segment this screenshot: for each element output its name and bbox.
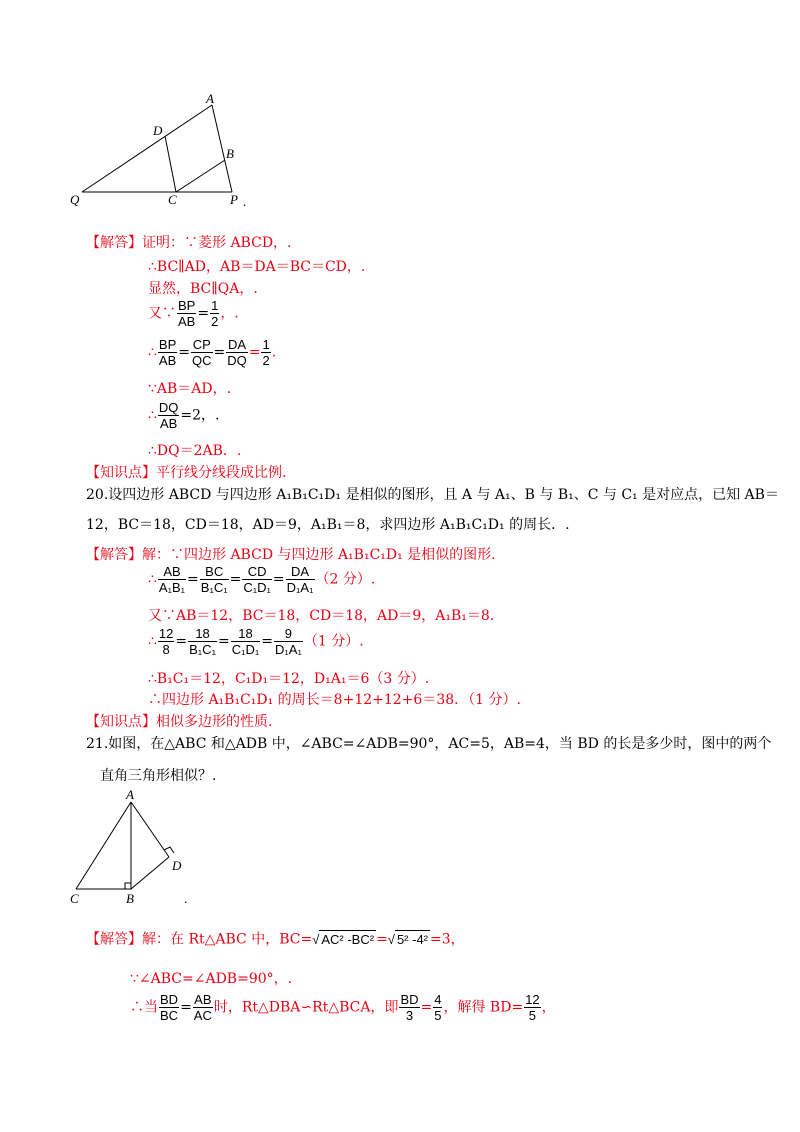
label-A: A	[126, 787, 134, 802]
q20-line3: 又∵AB＝12，BC＝18，CD＝18，AD＝9，A₁B₁＝8.	[148, 608, 495, 624]
fraction: $\frac{DQ}{AB}$	[158, 400, 179, 431]
q21-line2: ∵∠ABC=∠ADB=90°，.	[130, 971, 293, 987]
q19-line3: 显然，BC∥QA，.	[148, 281, 258, 297]
sqrt-expression: √ 5² -4²	[387, 932, 428, 947]
q21-line3: ∴当 $\frac{BD}{BC}$ = $\frac{AB}{AC}$ 时，Rt△DBA∽Rt△BCA，即 $\frac{BD}{3}$ = $\frac{4}{5}$ ，解得 BD= $\frac{12}{5}$ ，	[130, 992, 556, 1023]
fraction: $\frac{9}{\text{D₁A₁}}$	[275, 626, 302, 657]
trail-dot: .	[243, 194, 247, 209]
line-DB	[131, 857, 169, 889]
fraction: $\frac{CP}{QC}$	[192, 337, 212, 368]
q19-line7: ∴ $\frac{DQ}{AB}$ =2，.	[148, 400, 220, 431]
fraction: $\frac{AB}{\text{A₁B₁}}$	[158, 564, 186, 595]
line-AD	[131, 802, 169, 857]
right-angle-mark-B	[125, 883, 131, 889]
q19-line4-prefix: 又∵	[148, 305, 176, 322]
label-B: B	[226, 146, 234, 161]
knowledge-tag: 【知识点】	[86, 465, 156, 481]
label-Q: Q	[70, 192, 80, 207]
line-AC	[76, 802, 131, 889]
q19-answer-line1	[86, 234, 292, 252]
q20-line4: ∴ $\frac{12}{8}$ = $\frac{18}{\text{B₁C₁}}$ = $\frac{18}{\text{C₁D₁}}$ = $\frac{9}{\text{D₁A₁}}$ （1 分）.	[148, 626, 364, 657]
fraction: $\frac{18}{\text{B₁C₁}}$	[189, 626, 216, 657]
label-B: B	[126, 891, 134, 906]
q20-knowledge	[86, 713, 272, 731]
fraction: $\frac{4}{5}$	[434, 992, 442, 1023]
q19-line5: ∴ $\frac{BP}{AB}$ = $\frac{CP}{QC}$ = $\frac{DA}{DQ}$ = $\frac{1}{2}$ .	[148, 337, 277, 368]
fraction: $\frac{BP}{AB}$	[158, 337, 177, 368]
fraction: $\frac{1}{2}$	[262, 337, 270, 368]
label-P: P	[230, 192, 238, 207]
label-D: D	[172, 858, 182, 873]
fraction: $\frac{DA}{\text{D₁A₁}}$	[286, 564, 314, 595]
q19-line4: 又∵ $\frac{BP}{AB}$ = $\frac{1}{2}$ ，.	[148, 298, 239, 329]
answer-tag: 【解答】	[86, 931, 142, 948]
label-D: D	[153, 123, 163, 138]
knowledge-text: 平行线分线段成比例.	[156, 465, 287, 481]
q20-line6: ∴四边形 A₁B₁C₁D₁ 的周长＝8+12+12+6＝38．（1 分）.	[148, 692, 521, 708]
q20-stem-line2: 12，BC＝18，CD＝18，AD＝9，A₁B₁＝8，求四边形 A₁B₁C₁D₁ 的周长．.	[86, 517, 570, 533]
q20-line2: ∴ $\frac{AB}{\text{A₁B₁}}$ = $\frac{BC}{\text{B₁C₁}}$ = $\frac{CD}{\text{C₁D₁}}$ = $\frac{DA}{\text{D₁A₁}}$ （2 分）.	[148, 564, 376, 595]
fraction: $\frac{12}{8}$	[158, 626, 174, 657]
label-A: A	[206, 91, 214, 106]
q20-answer-line1: 【解答】解：∵四边形 ABCD 与四边形 A₁B₁C₁D₁ 是相似的图形.	[86, 547, 496, 563]
fraction: $\frac{18}{\text{C₁D₁}}$	[231, 626, 260, 657]
fraction: $\frac{BP}{AB}$	[178, 298, 196, 329]
fraction: $\frac{1}{2}$	[211, 298, 219, 329]
fraction: $\frac{CD}{\text{C₁D₁}}$	[243, 564, 271, 595]
q21-stem-line2: 直角三角形相似？.	[100, 768, 217, 784]
figure-right-triangles	[64, 785, 199, 910]
line-CB	[176, 160, 225, 192]
answer-tag: 【解答】	[86, 547, 142, 563]
answer-tag: 【解答】	[86, 235, 142, 251]
figure-rhombus	[60, 88, 260, 213]
q19-line8: ∴DQ＝2AB．.	[148, 443, 242, 459]
fraction: $\frac{DA}{DQ}$	[227, 337, 247, 368]
fraction: $\frac{BD}{3}$	[400, 992, 419, 1023]
label-C: C	[168, 192, 177, 207]
label-C: C	[70, 891, 79, 906]
fraction: $\frac{BC}{\text{B₁C₁}}$	[200, 564, 228, 595]
q21-stem-line1: 21.如图，在△ABC 和△ADB 中，∠ABC=∠ADB=90°，AC=5，AB=4，当 BD 的长是多少时，图中的两个	[86, 736, 772, 752]
q20-line5: ∴B₁C₁＝12，C₁D₁＝12，D₁A₁＝6（3 分）.	[148, 671, 430, 687]
line-QA	[82, 105, 212, 192]
q20-stem-line1: 20.设四边形 ABCD 与四边形 A₁B₁C₁D₁ 是相似的图形，且 A 与 A₁、B 与 B₁、C 与 C₁ 是对应点，已知 AB＝	[86, 487, 779, 503]
q19-knowledge	[86, 464, 286, 482]
fraction: $\frac{AB}{AC}$	[193, 992, 212, 1023]
sqrt-expression: √ AC² -BC²	[312, 932, 375, 947]
knowledge-text: 相似多边形的性质.	[156, 714, 273, 730]
q19-line2: ∴BC∥AD，AB＝DA＝BC＝CD，.	[148, 259, 366, 275]
line-DC	[165, 136, 176, 192]
trail-dot: .	[184, 891, 188, 906]
q19-line1-text: 证明：∵菱形 ABCD，.	[142, 235, 292, 251]
fraction: $\frac{BD}{BC}$	[160, 992, 179, 1023]
q21-answer-line1: 【解答】解：在 Rt△ABC 中，BC=√ AC² -BC² =√ 5² -4² =3，	[86, 931, 465, 948]
q19-line6: ∵AB＝AD，.	[148, 381, 232, 397]
fraction: $\frac{12}{5}$	[525, 992, 540, 1023]
knowledge-tag: 【知识点】	[86, 714, 156, 730]
